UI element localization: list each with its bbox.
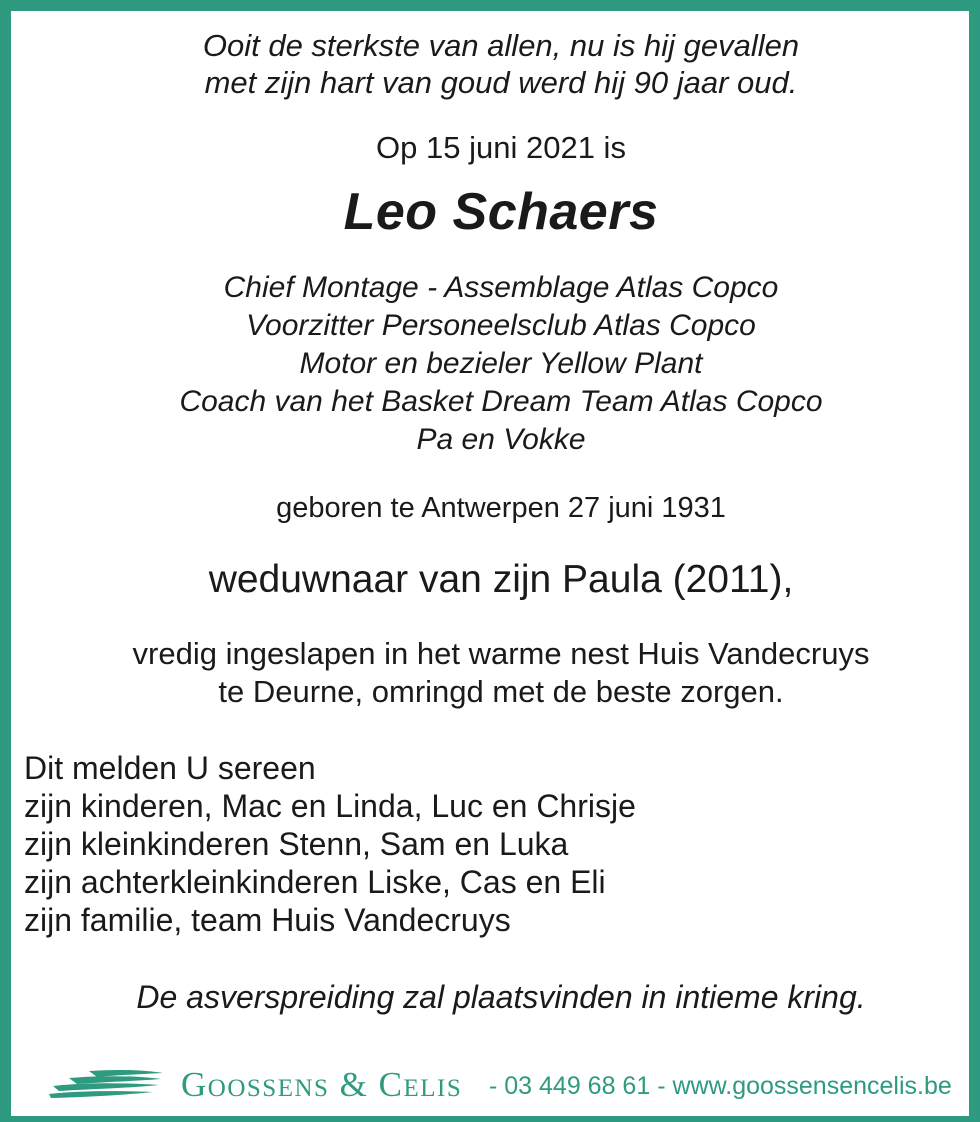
birth-line: geboren te Antwerpen 27 juni 1931 — [276, 492, 726, 524]
poem-line: met zijn hart van goud werd hij 90 jaar oud. — [204, 65, 798, 100]
announcement-line: Op 15 juni 2021 is — [376, 130, 626, 165]
role-line: Motor en bezieler Yellow Plant — [299, 347, 703, 380]
deceased-name: Leo Schaers — [343, 183, 659, 241]
opening-poem — [11, 27, 980, 101]
funeral-home-contact: - 03 449 68 61 - www.goossensencelis.be — [489, 1072, 952, 1100]
funeral-home-name: Goossens & Celis — [181, 1065, 463, 1104]
poem-line: Ooit de sterkste van allen, nu is hij gevallen — [202, 28, 800, 63]
role-line: Voorzitter Personeelsclub Atlas Copco — [246, 309, 756, 342]
funeral-home-footer — [49, 1061, 969, 1107]
widower-line: weduwnaar van zijn Paula (2011), — [208, 558, 794, 601]
role-line: Pa en Vokke — [416, 423, 586, 456]
family-list — [24, 749, 636, 939]
family-line: zijn familie, team Huis Vandecruys — [24, 902, 511, 938]
wave-logo-icon — [49, 1067, 165, 1101]
passing-text — [11, 635, 980, 711]
role-line: Chief Montage - Assemblage Atlas Copco — [223, 271, 779, 304]
passing-line: vredig ingeslapen in het warme nest Huis Vandecruys — [132, 636, 870, 671]
family-line: Dit melden U sereen — [24, 750, 316, 786]
family-line: zijn kleinkinderen Stenn, Sam en Luka — [24, 826, 569, 862]
family-line: zijn achterkleinkinderen Liske, Cas en Eli — [24, 864, 606, 900]
role-line: Coach van het Basket Dream Team Atlas Copco — [179, 385, 823, 418]
family-line: zijn kinderen, Mac en Linda, Luc en Chrisje — [24, 788, 636, 824]
roles-list — [11, 269, 980, 459]
cremation-note: De asverspreiding zal plaatsvinden in intieme kring. — [136, 979, 866, 1015]
passing-line: te Deurne, omringd met de beste zorgen. — [218, 674, 784, 709]
